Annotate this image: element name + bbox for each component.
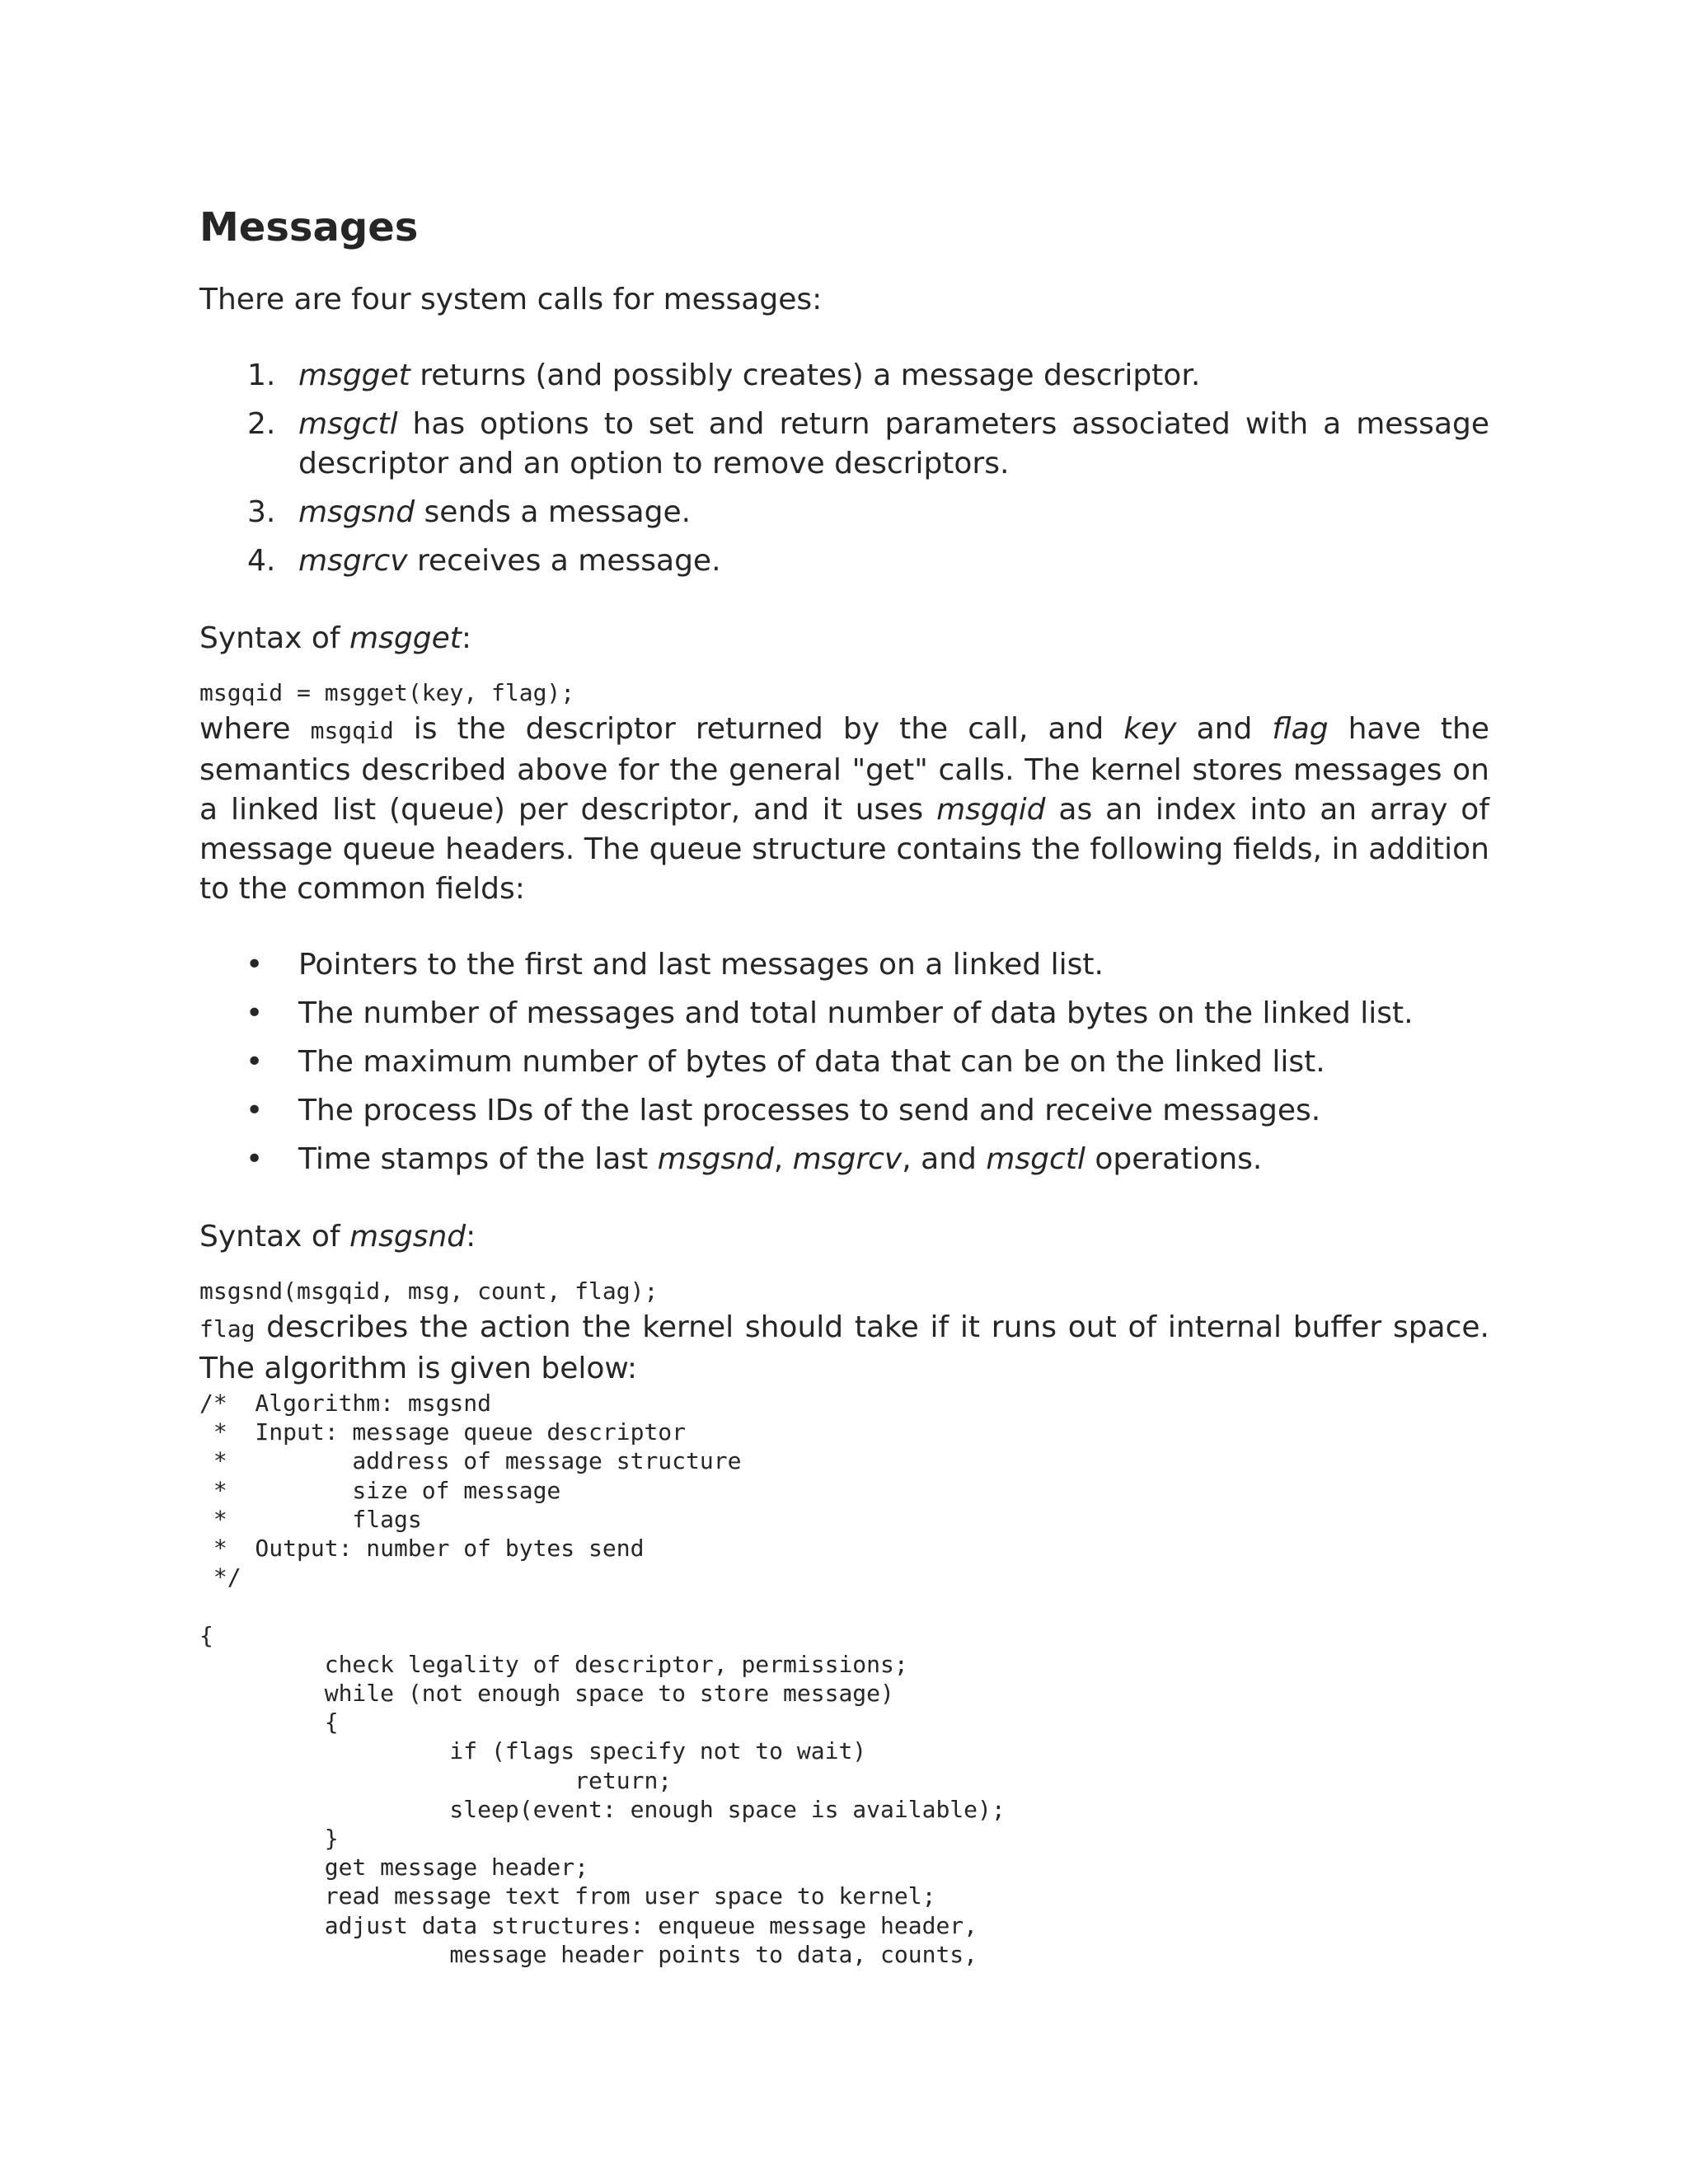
- list-item: [199, 541, 1489, 581]
- list-item: [199, 356, 1489, 396]
- msgsnd-syntax-code: msgsnd(msgqid, msg, count, flag);: [199, 1277, 659, 1305]
- list-item-text: has options to set and return parameters associated with a message descriptor and an option to remove descriptors.: [298, 407, 1489, 480]
- list-item-text: The number of messages and total number of data bytes on the linked list.: [298, 996, 1414, 1030]
- list-item-text: receives a message.: [407, 544, 721, 578]
- bullet-marker: •: [246, 1045, 264, 1079]
- msgsnd-description: flag describes the action the kernel should take if it runs out of internal buffer space. The algorithm is given below:: [199, 1310, 1489, 1385]
- list-item: [199, 405, 1489, 484]
- intro-paragraph: There are four system calls for messages:: [199, 283, 823, 316]
- list-item: [199, 1043, 1489, 1082]
- list-item: [199, 994, 1489, 1033]
- list-item-text: Time stamps of the last msgsnd, msgrcv, and msgctl operations.: [298, 1142, 1263, 1176]
- bullet-marker: •: [246, 996, 264, 1030]
- list-number: 1.: [247, 359, 276, 392]
- bullet-marker: •: [246, 1142, 264, 1176]
- list-item: [199, 1091, 1489, 1131]
- inline-code: msgqid: [310, 717, 394, 744]
- list-item-text: The maximum number of bytes of data that can be on the linked list.: [298, 1045, 1325, 1079]
- list-item-text: Pointers to the first and last messages on a linked list.: [298, 948, 1104, 982]
- system-calls-list: [199, 356, 1489, 581]
- msgget-description: where msgqid is the descriptor returned by the call, and key and flag have the semantics described above for the general "get" calls. The kernel stores messages on a linked list (queue) per descriptor, and it uses msgqid as an index into an array of message queue headers. The queue structure contains the following fields, in addition to the common fields:: [199, 712, 1490, 906]
- bullet-marker: •: [246, 948, 264, 982]
- bullet-marker: •: [246, 1094, 264, 1127]
- call-name: msgget: [298, 359, 410, 392]
- msgget-syntax-code: msgqid = msgget(key, flag);: [199, 679, 575, 706]
- call-name: msgrcv: [298, 544, 408, 578]
- msgget-syntax-label: Syntax of msgget:: [199, 621, 471, 655]
- page-title: Messages: [199, 204, 419, 251]
- inline-code: flag: [199, 1315, 256, 1343]
- list-item-text: The process IDs of the last processes to send and receive messages.: [298, 1094, 1321, 1127]
- list-item-text: sends a message.: [415, 495, 692, 529]
- list-item: [199, 1140, 1489, 1179]
- list-item: [199, 493, 1489, 532]
- msgsnd-syntax-label: Syntax of msgsnd:: [199, 1220, 476, 1254]
- list-item-text: returns (and possibly creates) a message descriptor.: [410, 359, 1201, 392]
- list-number: 4.: [247, 544, 276, 578]
- list-item: [199, 945, 1489, 985]
- call-name: msgsnd: [298, 495, 415, 529]
- queue-fields-list: [199, 945, 1489, 1179]
- list-number: 3.: [247, 495, 276, 529]
- document-page: [199, 198, 1489, 1969]
- list-number: 2.: [247, 407, 276, 441]
- call-name: msgctl: [298, 407, 398, 441]
- msgsnd-algorithm-code: /* Algorithm: msgsnd * Input: message queue descriptor * address of message structure * size of message * flags * Output: number of bytes send */ { check legality of descriptor, permissions; while (not enough space to store message) { if (flags specify not to wait) return; sleep(event: enough space is available); } get message header; read message text from user space to kernel; adjust data structures: enqueue message header, message header points to data, counts,: [199, 1390, 1006, 1968]
